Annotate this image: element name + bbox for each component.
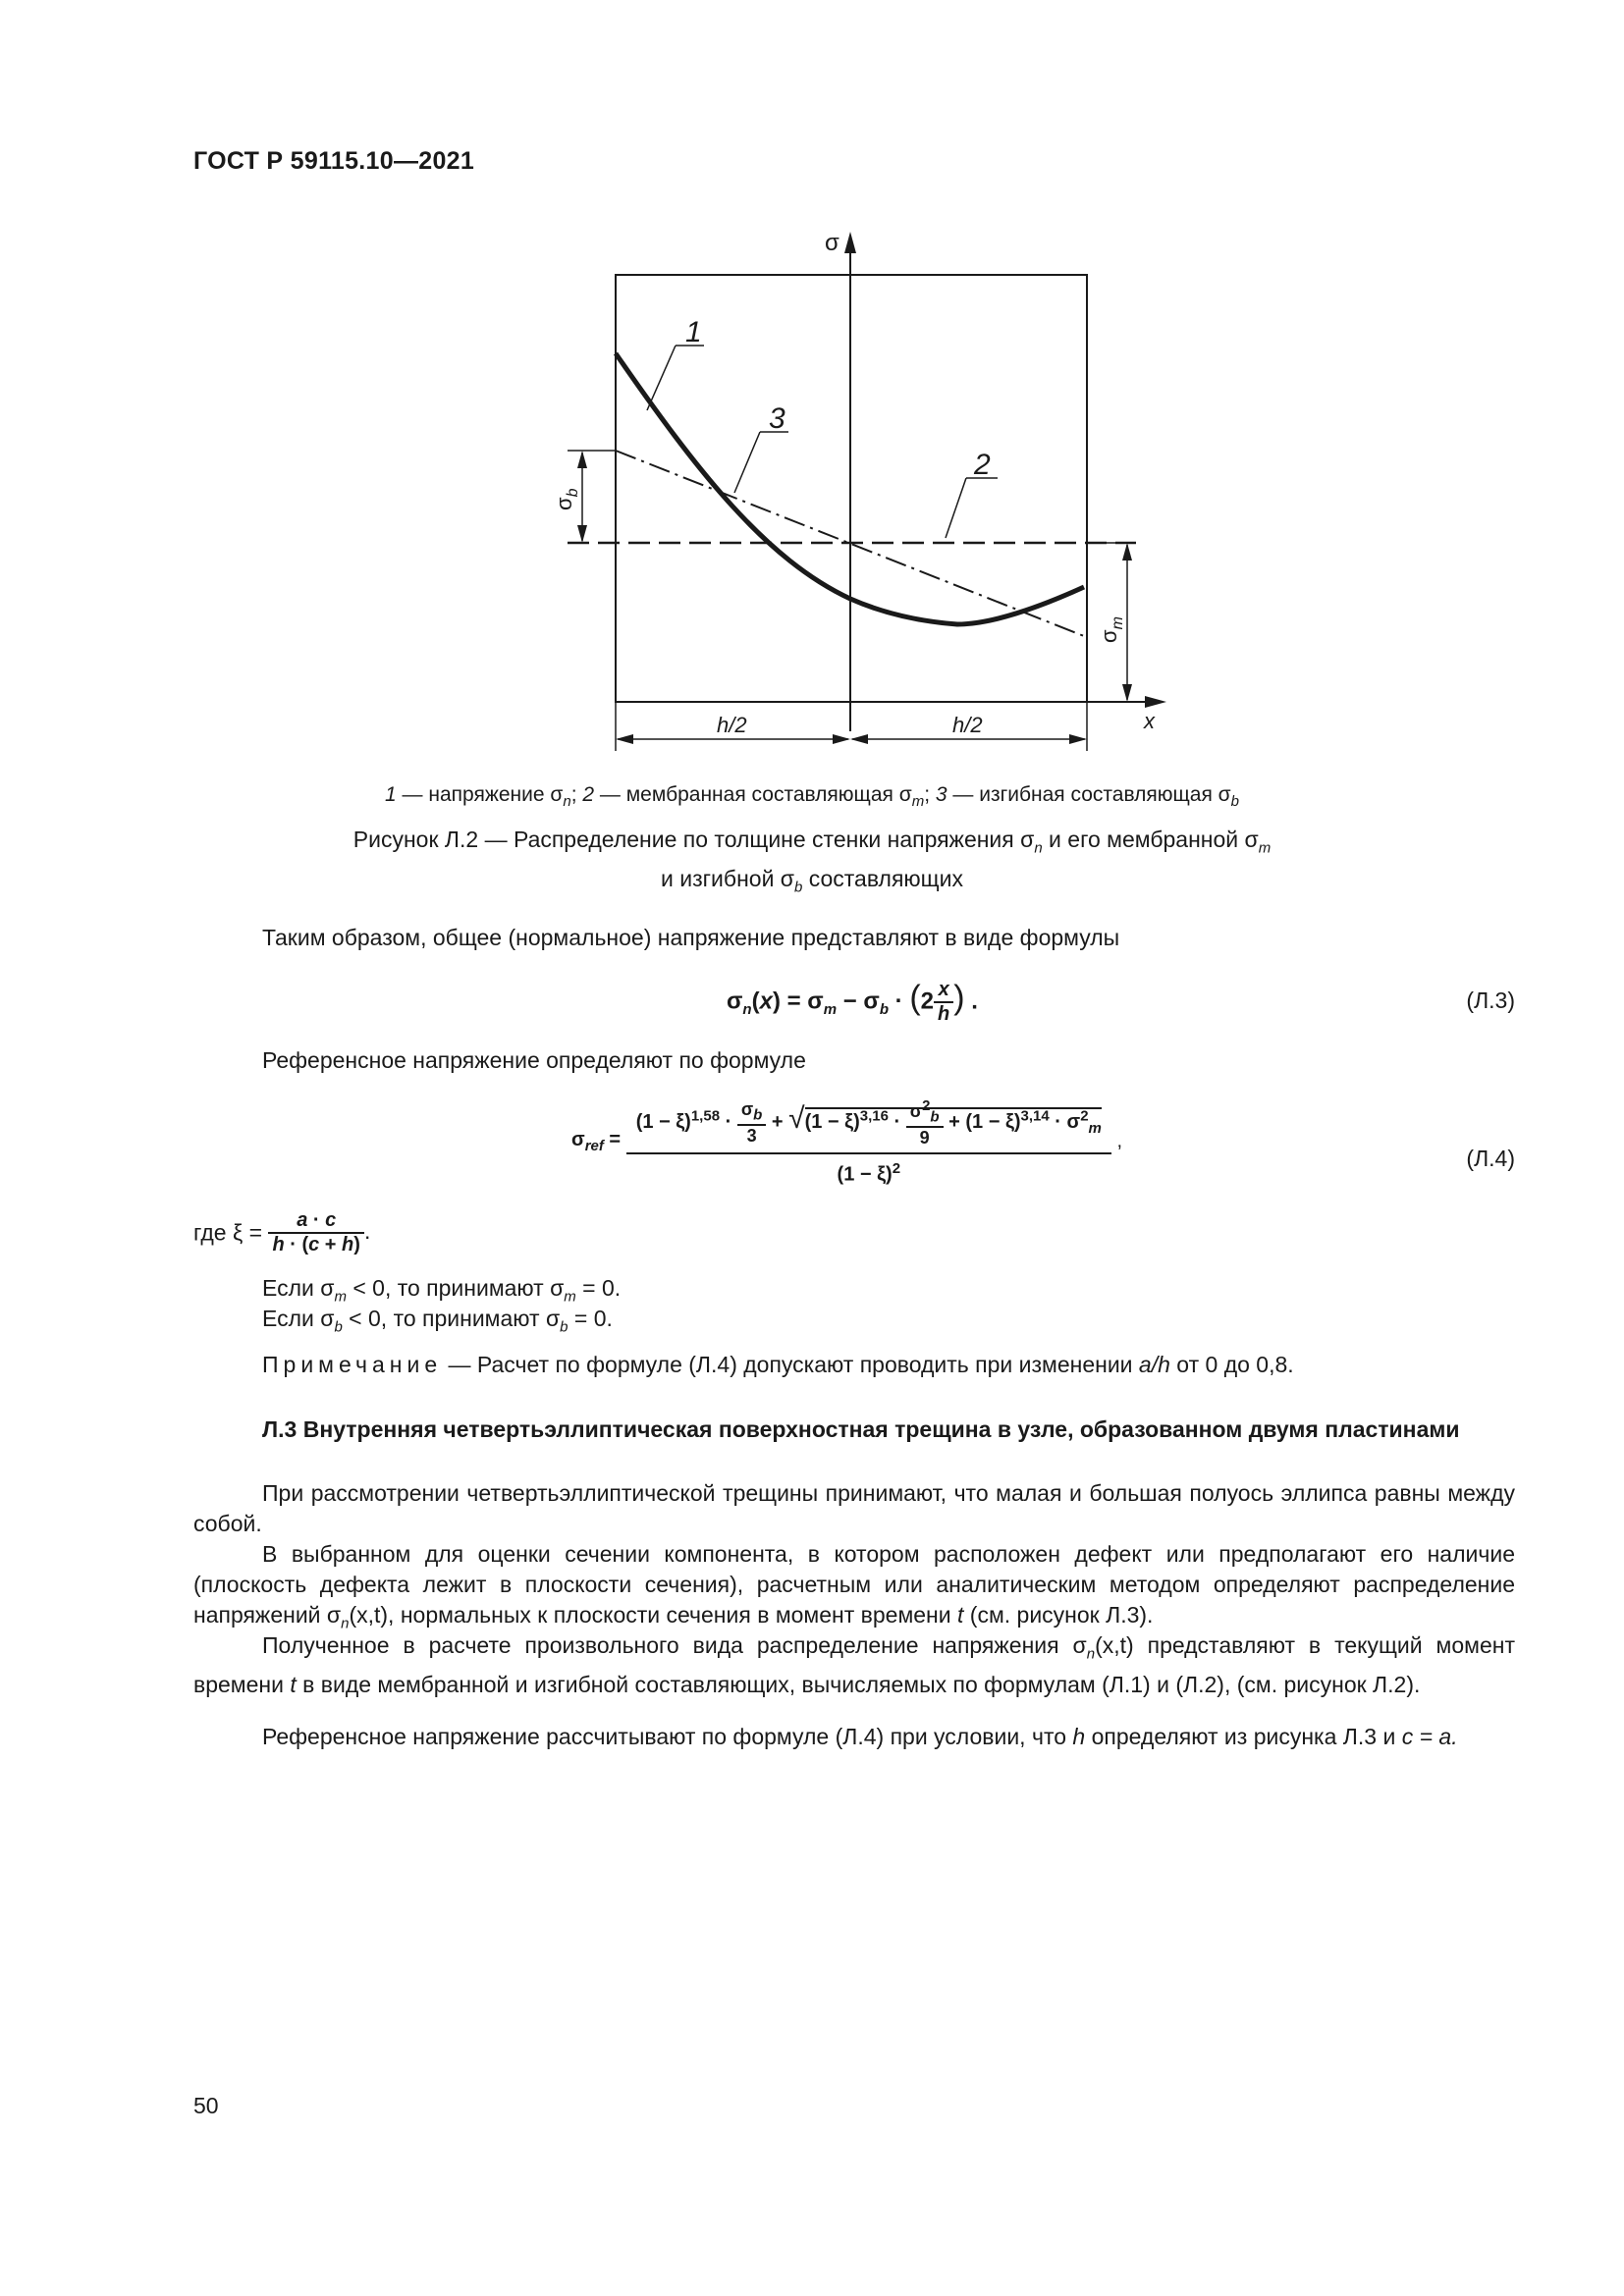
- sigma-m-label: $\sigma_m$: [1097, 616, 1126, 643]
- stress-distribution-figure: [530, 221, 1178, 756]
- xi-definition: где ξ = $\frac{a \cdot c}{h \cdot (c + h)}$ .: [193, 1209, 371, 1255]
- section-title: Л.3 Внутренняя четвертьэллиптическая поверхностная трещина в узле, образованном двумя пластинами: [262, 1416, 1460, 1442]
- x-axis-label: x: [1144, 709, 1155, 733]
- figure-caption: Рисунок Л.2 — Распределение по толщине стенки напряжения $\sigma_n$ и его мембранной $\sigma_m$ и изгибной $\sigma_b$ составляющих: [352, 827, 1272, 896]
- intro-paragraph: Таким образом, общее (нормальное) напряжение представляют в виде формулы: [262, 925, 1120, 950]
- paragraph-1: При рассмотрении четвертьэллиптической трещины принимают, что малая и большая полуось эллипса равны между собой.: [193, 1480, 1515, 1536]
- figure-legend: 1 — напряжение $\sigma_n$; 2 — мембранная составляющая $\sigma_m$; 3 — изгибная составляющая $\sigma_b$: [385, 783, 1239, 811]
- callout-1-leader: [647, 346, 676, 410]
- page-number: 50: [193, 2093, 219, 2118]
- ref-paragraph: Референсное напряжение определяют по формуле: [262, 1047, 806, 1073]
- paragraph-4: Референсное напряжение рассчитывают по формуле (Л.4) при условии, что h определяют из рисунка Л.3 и c = a.: [262, 1724, 1458, 1749]
- h-half-right-label: h/2: [952, 713, 983, 737]
- callout-2-leader: [946, 478, 966, 538]
- note: Примечание — Расчет по формуле (Л.4) допускают проводить при изменении a/h от 0 до 0,8.: [262, 1352, 1294, 1377]
- paragraph-2: В выбранном для оценки сечении компонента, в котором расположен дефект или предполагают его наличие (плоскость дефекта лежит в плоскости сечения), расчетным или аналитическим методом определяют распределение напряжений $\sigma_n(x,t)$, нормальных к плоскости сечения в момент времени t (см. рисунок Л.3).: [193, 1541, 1515, 1632]
- condition-sigma-b: Если $\sigma_b < 0$, то принимают $\sigma_b = 0$.: [262, 1306, 613, 1336]
- callout-2-label: 2: [974, 449, 991, 481]
- x-axis-arrow: [1145, 696, 1166, 708]
- eq-number-l4: (Л.4): [1466, 1146, 1515, 1171]
- callout-1-label: 1: [685, 316, 702, 348]
- callout-3-label: 3: [769, 402, 785, 435]
- eq-number-l3: (Л.3): [1466, 988, 1515, 1013]
- h-half-left-label: h/2: [717, 713, 747, 737]
- document-header: ГОСТ Р 59115.10—2021: [193, 147, 475, 175]
- sigma-b-label: $\sigma_b$: [552, 488, 581, 510]
- sigma-axis-label: σ: [825, 230, 839, 256]
- formula-l4: $\sigma_{ref}$ = $(1 - \xi)^{1,58}$ · $\frac{\sigma_b}{3}$ + $√(1 - \xi)^{3,16}$ · $\frac{\sigma^2_b}{9}$ + $(1 - \xi)^{3,14} \cdot \sigma^2_m$ $(1 - \xi)^2$ ,: [571, 1097, 1122, 1186]
- formula-l3: $\sigma_n(x) = \sigma_m - \sigma_b \cdot (2$ $\frac{x}{h}$ ) .: [727, 979, 978, 1025]
- sigma-axis-arrow: [844, 232, 856, 253]
- callout-3-leader: [734, 432, 760, 493]
- condition-sigma-m: Если $\sigma_m < 0$, то принимают $\sigma_m = 0$.: [262, 1275, 622, 1306]
- paragraph-3: Полученное в расчете произвольного вида распределение напряжения $\sigma_n(x,t)$ представляют в текущий момент времени t в виде мембранной и изгибной составляющих, вычисляемых по формулам (Л.1) и (Л.2), (см. рисунок Л.2).: [193, 1632, 1515, 1697]
